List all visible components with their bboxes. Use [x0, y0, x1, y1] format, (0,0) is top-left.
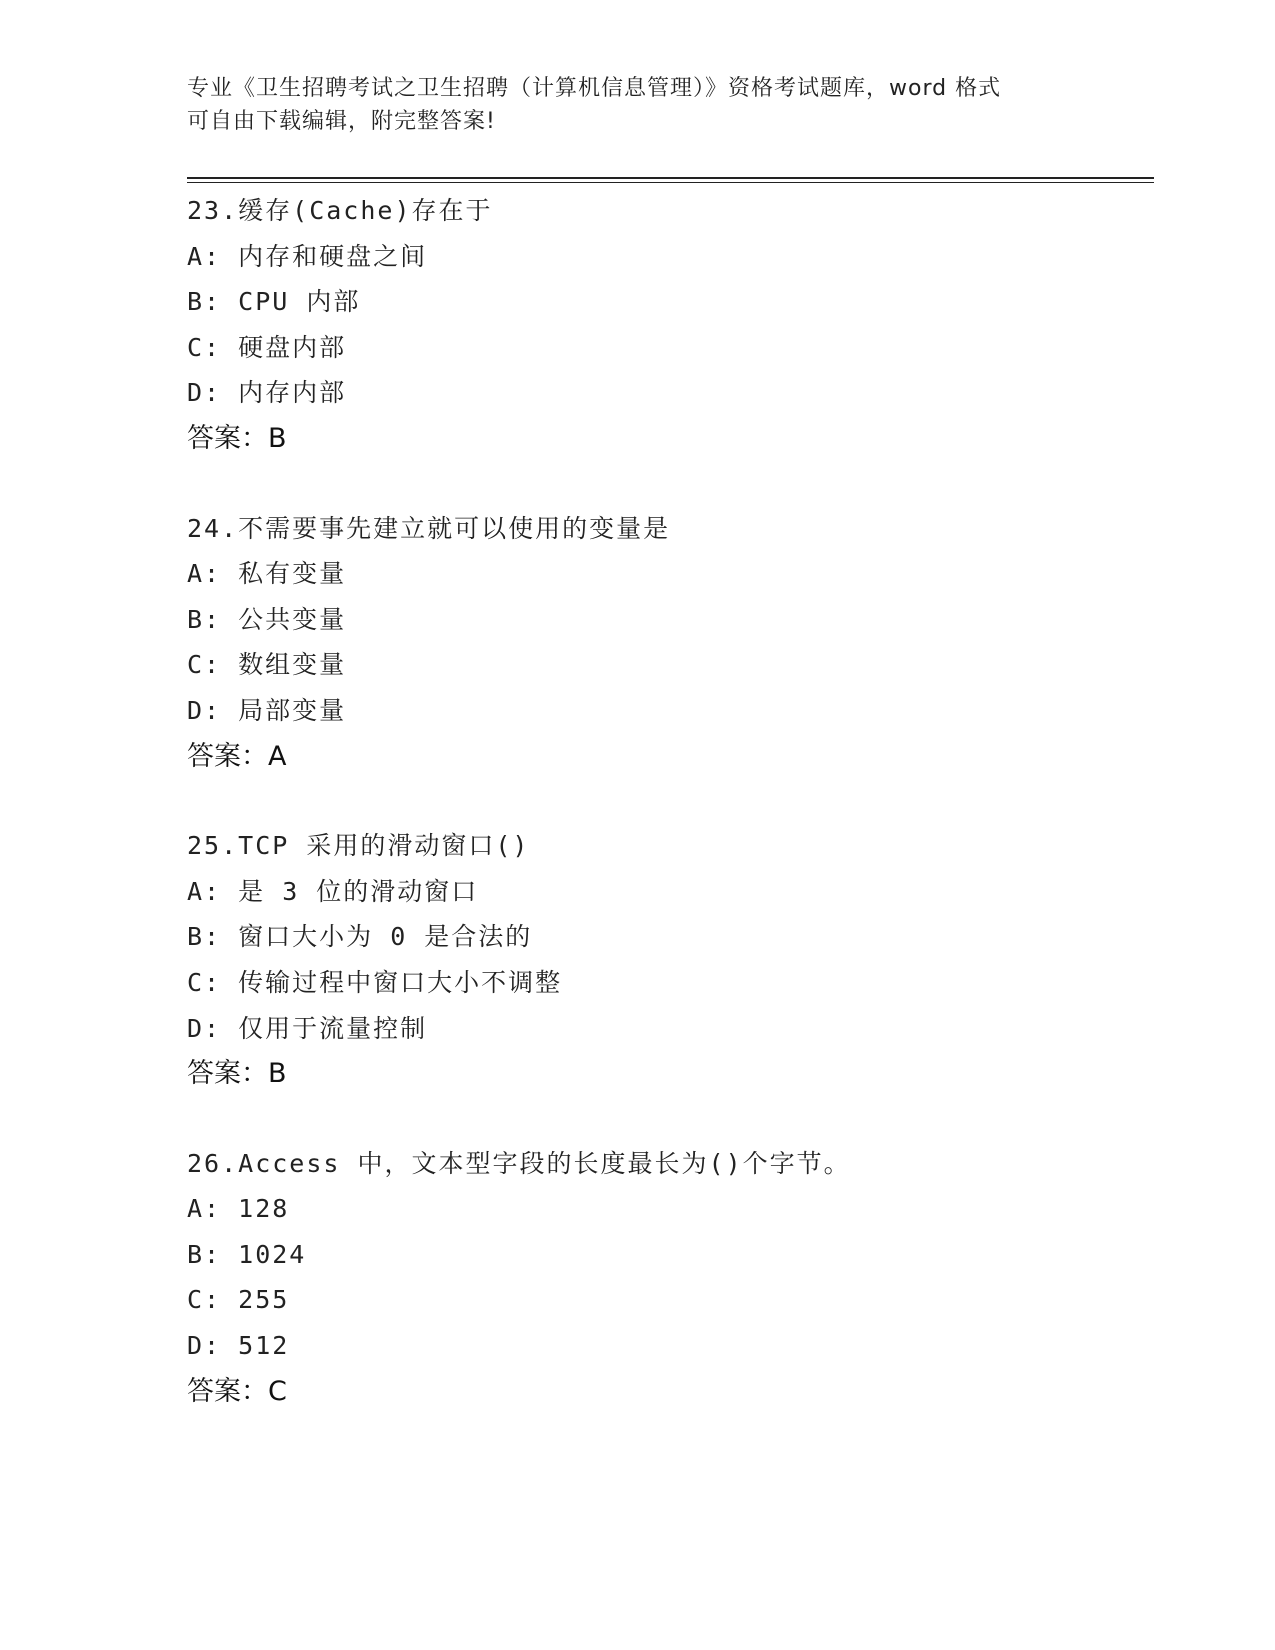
- page-header: [187, 72, 1087, 138]
- question-list: [187, 188, 1147, 1458]
- question-stem: 24.不需要事先建立就可以使用的变量是: [187, 513, 671, 543]
- option-b: B: 公共变量: [187, 604, 347, 634]
- option-a: A: 128: [187, 1194, 290, 1224]
- answer-line: 答案：B: [187, 422, 287, 454]
- question-stem: 26.Access 中，文本型字段的长度最长为()个字节。: [187, 1148, 851, 1178]
- answer-line: 答案：B: [187, 1058, 287, 1090]
- option-c: C: 255: [187, 1285, 290, 1315]
- option-c: C: 传输过程中窗口大小不调整: [187, 967, 563, 997]
- option-d: D: 内存内部: [187, 378, 347, 408]
- option-d: D: 局部变量: [187, 695, 347, 725]
- option-a: A: 是 3 位的滑动窗口: [187, 876, 479, 906]
- option-c: C: 数组变量: [187, 650, 347, 680]
- answer-line: 答案：A: [187, 740, 287, 772]
- header-divider: [187, 177, 1154, 183]
- option-d: D: 仅用于流量控制: [187, 1013, 428, 1043]
- answer-line: 答案：C: [187, 1375, 287, 1407]
- question-23: [187, 188, 1147, 462]
- option-a: A: 内存和硬盘之间: [187, 241, 428, 271]
- option-b: B: 1024: [187, 1239, 307, 1269]
- header-line-1: 专业《卫生招聘考试之卫生招聘（计算机信息管理）》资格考试题库，word 格式: [187, 76, 1002, 101]
- question-stem: 23.缓存(Cache)存在于: [187, 196, 493, 225]
- question-26: [187, 1141, 1147, 1415]
- option-d: D: 512: [187, 1331, 290, 1361]
- option-c: C: 硬盘内部: [187, 332, 347, 362]
- question-24: [187, 506, 1147, 780]
- option-a: A: 私有变量: [187, 559, 347, 589]
- option-b: B: 窗口大小为 0 是合法的: [187, 922, 533, 952]
- option-b: B: CPU 内部: [187, 287, 361, 317]
- question-25: [187, 823, 1147, 1097]
- question-stem: 25.TCP 采用的滑动窗口(): [187, 831, 530, 861]
- header-line-2: 可自由下载编辑，附完整答案!: [187, 109, 496, 134]
